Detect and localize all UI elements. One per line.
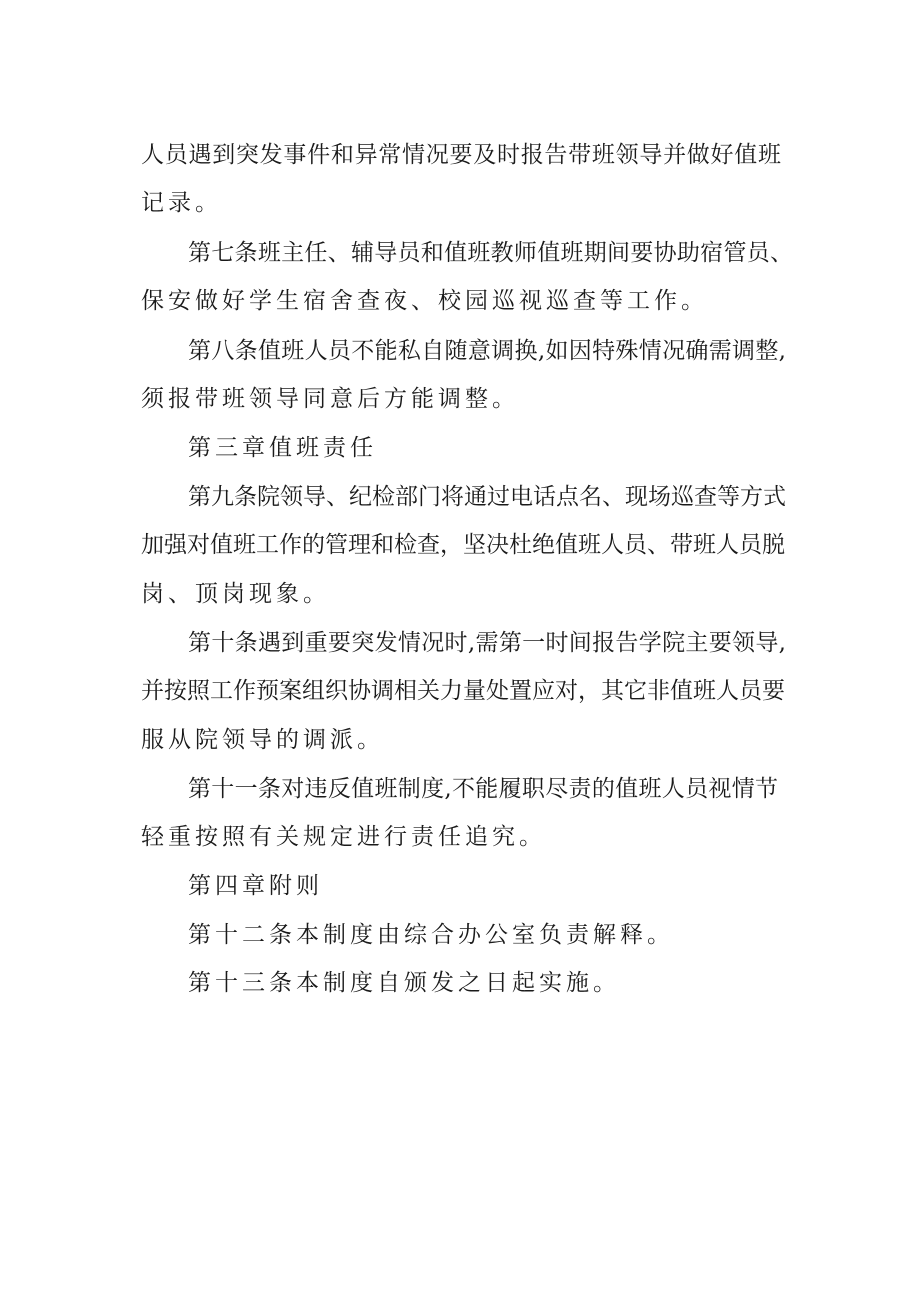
paragraph-line: 人员遇到突发事件和异常情况要及时报告带班领导并做好值班 — [141, 142, 781, 168]
paragraph-line: 须报带班领导同意后方能调整。 — [141, 386, 519, 412]
article-13-line: 第十三条本制度自颁发之日起实施。 — [188, 970, 620, 996]
paragraph-line: 记录。 — [141, 190, 222, 216]
paragraph-line: 加强对值班工作的管理和检查，坚决杜绝值班人员、带班人员脱 — [141, 532, 785, 558]
article-11-line: 第十一条对违反值班制度,不能履职尽责的值班人员视情节 — [188, 776, 778, 802]
paragraph-line: 轻重按照有关规定进行责任追究。 — [141, 824, 546, 850]
paragraph-line: 岗、顶岗现象。 — [141, 581, 330, 607]
chapter-4-heading: 第四章附则 — [188, 873, 323, 899]
paragraph-line: 服从院领导的调派。 — [141, 727, 384, 753]
article-12-line: 第十二条本制度由综合办公室负责解释。 — [188, 922, 674, 948]
chapter-3-heading: 第三章值班责任 — [188, 435, 377, 461]
paragraph-line: 并按照工作预案组织协调相关力量处置应对，其它非值班人员要 — [141, 678, 785, 704]
paragraph-line: 保安做好学生宿舍查夜、校园巡视巡查等工作。 — [141, 288, 708, 314]
article-7-line: 第七条班主任、辅导员和值班教师值班期间要协助宿管员、 — [188, 240, 793, 266]
article-10-line: 第十条遇到重要突发情况时,需第一时间报告学院主要领导, — [188, 630, 786, 656]
article-9-line: 第九条院领导、纪检部门将通过电话点名、现场巡查等方式 — [188, 484, 786, 510]
article-8-line: 第八条值班人员不能私自随意调换,如因特殊情况确需调整, — [188, 338, 786, 364]
